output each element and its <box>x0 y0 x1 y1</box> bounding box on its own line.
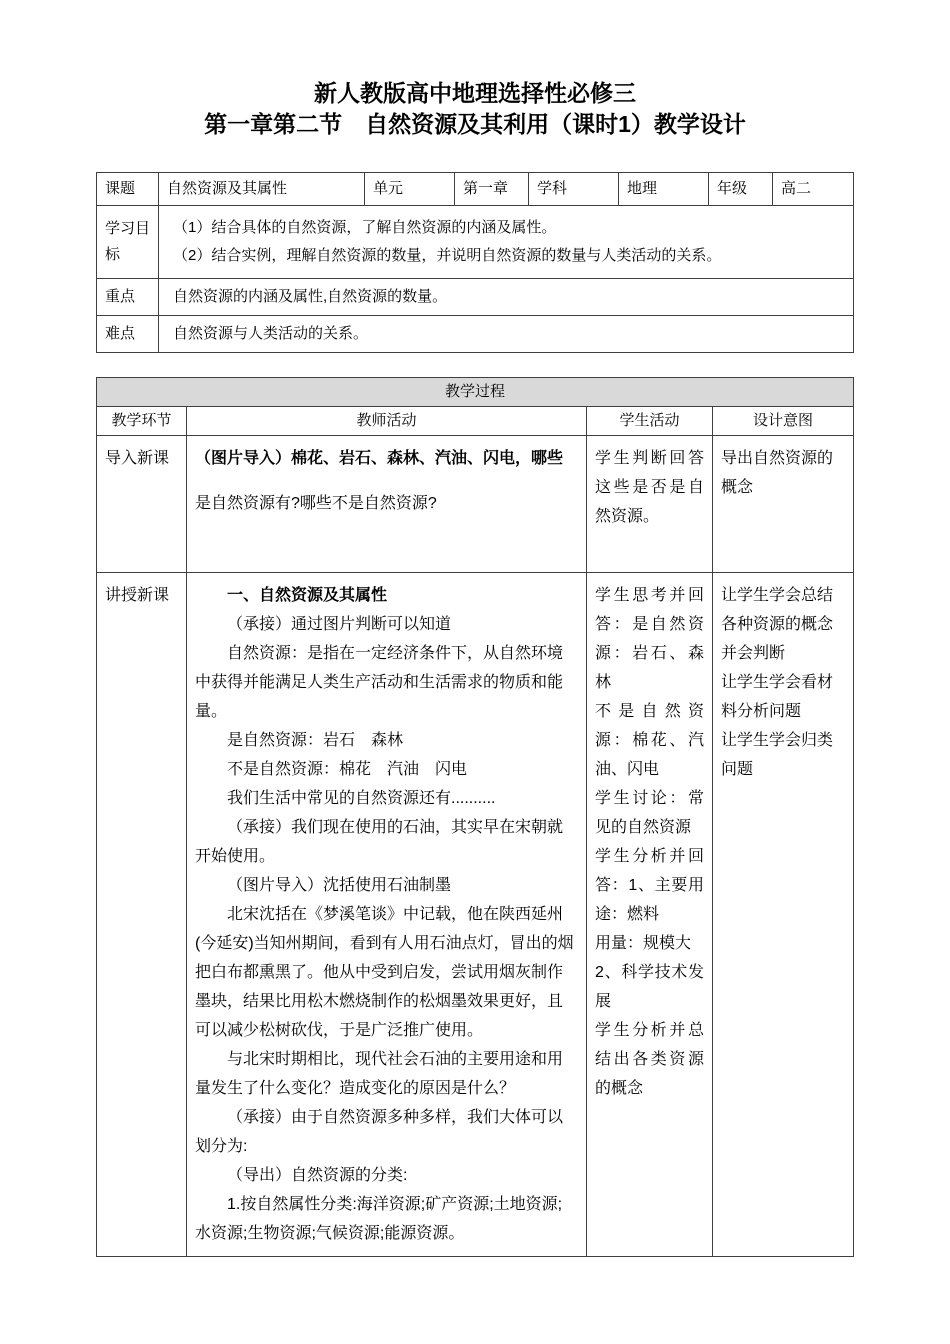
stage-teach: 讲授新课 <box>97 573 187 1257</box>
goals-label: 学习目标 <box>97 206 159 279</box>
col-header-intent: 设计意图 <box>713 407 854 436</box>
teacher-paragraph: 是自然资源：岩石 森林 <box>227 732 404 749</box>
course-info-table <box>96 172 854 353</box>
key-points-value: 自然资源的内涵及属性,自然资源的数量。 <box>159 279 854 316</box>
teacher-section-heading: 一、自然资源及其属性 <box>227 587 388 604</box>
stage-intro: 导入新课 <box>97 436 187 573</box>
intent-paragraph: 让学生学会归类问题 <box>721 732 834 778</box>
teacher-paragraph: （承接）通过图片判断可以知道 <box>227 616 452 633</box>
teacher-paragraph: （图片导入）沈括使用石油制墨 <box>227 877 452 894</box>
teacher-paragraph: 北宋沈括在《梦溪笔谈》中记载，他在陕西延州(今延安)当知州期间，看到有人用石油点灯，冒出的烟把白布都熏黑了。他从中受到启发，尝试用烟灰制作墨块，结果比用松木燃烧制作的松烟墨效果更好，且可以减少松树砍伐，于是广泛推广使用。 <box>195 906 574 1039</box>
document-title-line2: 第一章第二节 自然资源及其利用（课时1）教学设计 <box>204 111 746 137</box>
difficulty-label: 难点 <box>97 316 159 353</box>
document-title-line1: 新人教版高中地理选择性必修三 <box>314 80 636 106</box>
intent-cell-teach <box>713 573 854 1257</box>
unit-label: 单元 <box>365 173 455 206</box>
grade-label: 年级 <box>709 173 773 206</box>
topic-value: 自然资源及其属性 <box>159 173 365 206</box>
info-row-difficulty <box>97 316 854 353</box>
process-title-row <box>97 378 854 407</box>
teacher-paragraph: 我们生活中常见的自然资源还有.......... <box>227 790 496 807</box>
student-cell-intro <box>587 436 713 573</box>
subject-value: 地理 <box>619 173 709 206</box>
student-paragraph: 学生判断回答这些是否是自然资源。 <box>595 450 704 525</box>
teacher-paragraph: （导出）自然资源的分类: <box>227 1167 408 1184</box>
grade-value: 高二 <box>773 173 854 206</box>
subject-label: 学科 <box>529 173 619 206</box>
teacher-paragraph: （承接）由于自然资源多种多样，我们大体可以划分为: <box>195 1109 564 1155</box>
student-paragraph: 2、科学技术发展 <box>595 964 704 1010</box>
intent-paragraph: 让学生学会看材料分析问题 <box>721 674 834 720</box>
intent-paragraph: 让学生学会总结各种资源的概念并会判断 <box>721 587 834 662</box>
info-row-key <box>97 279 854 316</box>
process-title: 教学过程 <box>97 378 854 407</box>
student-paragraph: 学生分析并回答：1、主要用途：燃料 <box>595 848 704 923</box>
student-paragraph: 不是自然资源：棉花、汽油、闪电 <box>595 703 704 778</box>
col-header-stage: 教学环节 <box>97 407 187 436</box>
student-paragraph: 学生思考并回答：是自然资源：岩石、森林 <box>595 587 704 691</box>
student-paragraph: 学生讨论：常见的自然资源 <box>595 790 704 836</box>
process-header-row <box>97 407 854 436</box>
process-row-intro <box>97 436 854 573</box>
difficulty-value: 自然资源与人类活动的关系。 <box>159 316 854 353</box>
goals-cell <box>159 206 854 279</box>
teacher-paragraph: 不是自然资源：棉花 汽油 闪电 <box>227 761 468 778</box>
teacher-paragraph: 是自然资源有?哪些不是自然资源? <box>195 495 437 512</box>
student-cell-teach <box>587 573 713 1257</box>
key-points-label: 重点 <box>97 279 159 316</box>
teacher-paragraph: （图片导入）棉花、岩石、森林、汽油、闪电，哪些 <box>195 450 564 467</box>
process-row-teach <box>97 573 854 1257</box>
teacher-cell-intro <box>187 436 587 573</box>
col-header-teacher: 教师活动 <box>187 407 587 436</box>
col-header-student: 学生活动 <box>587 407 713 436</box>
teacher-paragraph: 自然资源：是指在一定经济条件下，从自然环境中获得并能满足人类生产活动和生活需求的物质和能量。 <box>195 645 564 720</box>
teaching-process-table <box>96 377 854 1257</box>
student-paragraph: 用量：规模大 <box>595 935 692 952</box>
intent-paragraph: 导出自然资源的概念 <box>721 450 834 496</box>
teacher-paragraph: （承接）我们现在使用的石油，其实早在宋朝就开始使用。 <box>195 819 564 865</box>
topic-label: 课题 <box>97 173 159 206</box>
teacher-paragraph: 1.按自然属性分类:海洋资源;矿产资源;土地资源;水资源;生物资源;气候资源;能源资源。 <box>195 1196 563 1242</box>
info-row-goals <box>97 206 854 279</box>
teacher-cell-teach <box>187 573 587 1257</box>
goal-item: （2）结合实例，理解自然资源的数量，并说明自然资源的数量与人类活动的关系。 <box>173 247 722 264</box>
teacher-paragraph: 与北宋时期相比，现代社会石油的主要用途和用量发生了什么变化？造成变化的原因是什么？ <box>195 1051 564 1097</box>
goal-item: （1）结合具体的自然资源，了解自然资源的内涵及属性。 <box>173 219 557 236</box>
unit-value: 第一章 <box>455 173 529 206</box>
student-paragraph: 学生分析并总结出各类资源的概念 <box>595 1022 704 1097</box>
intent-cell-intro <box>713 436 854 573</box>
info-row-meta <box>97 173 854 206</box>
